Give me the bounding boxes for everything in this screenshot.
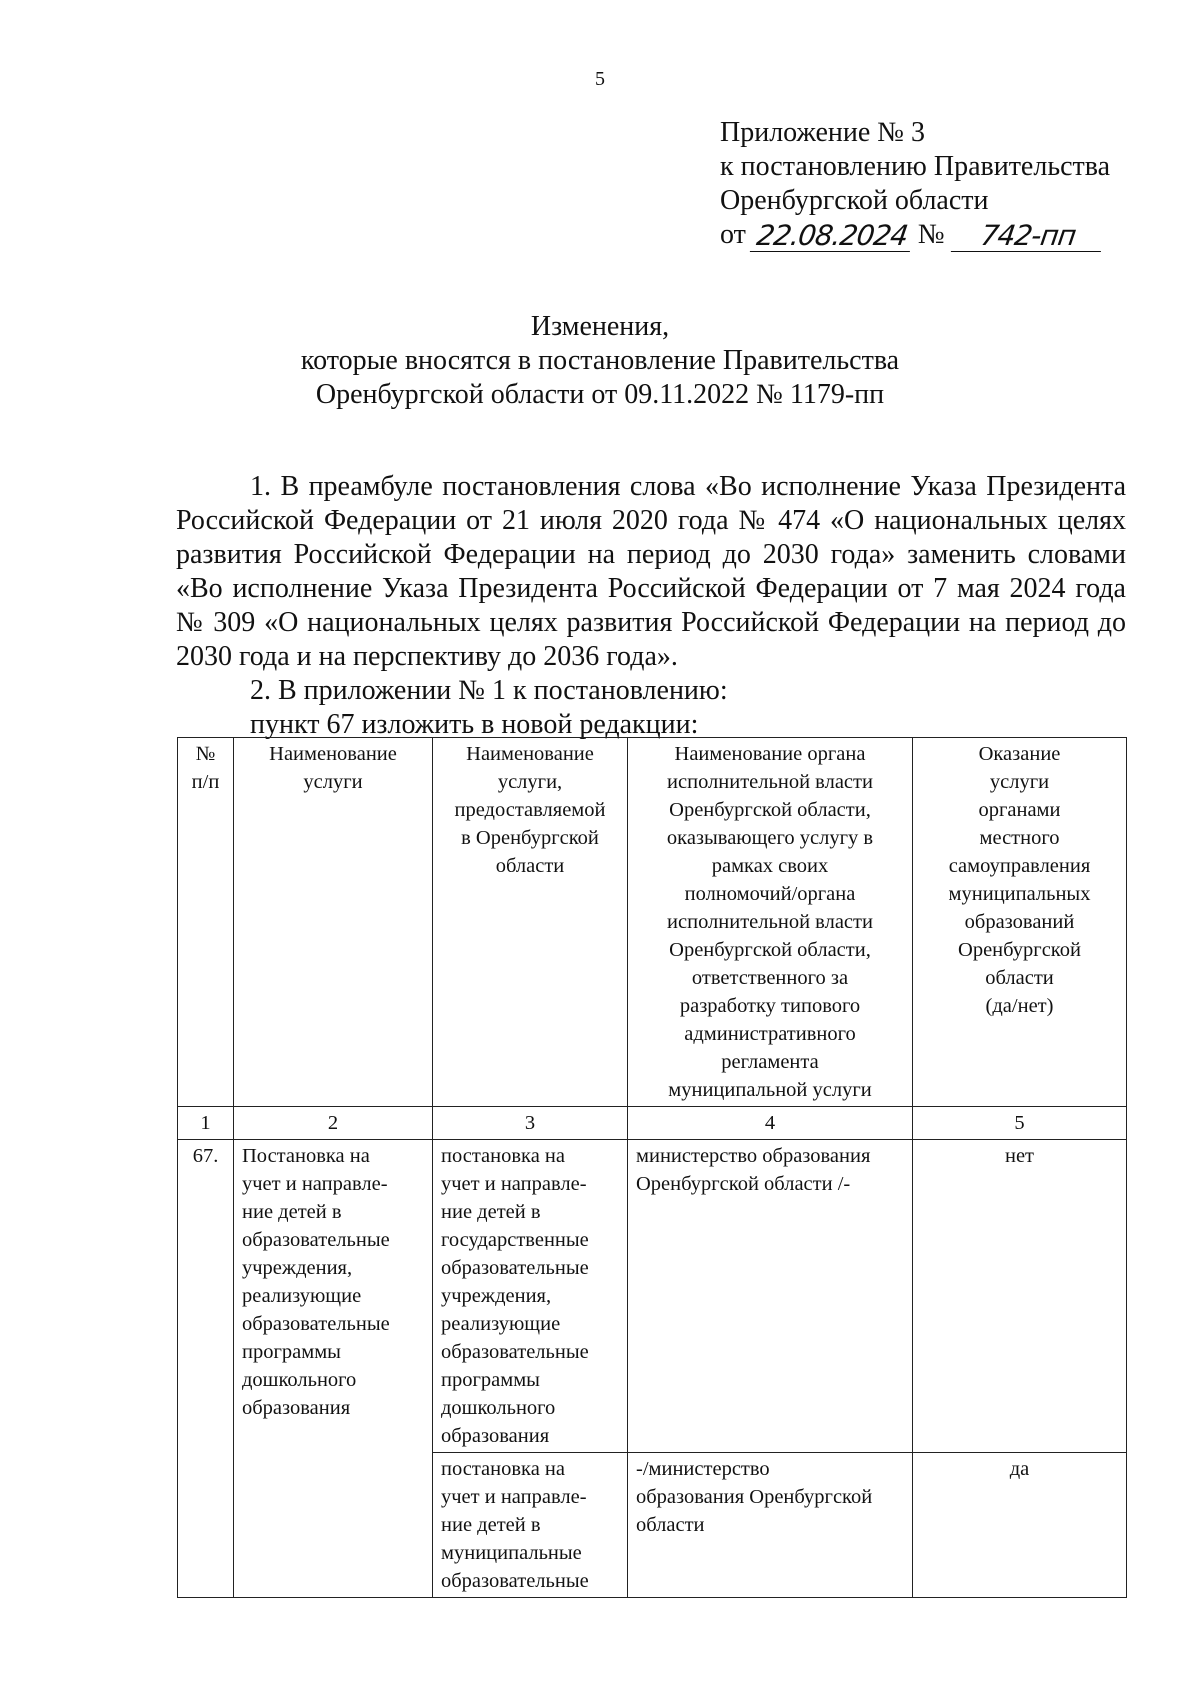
number-prefix: № <box>917 219 945 250</box>
column-number: 1 <box>178 1107 234 1140</box>
municipal-provision: нет <box>913 1140 1127 1453</box>
column-number: 3 <box>433 1107 628 1140</box>
municipal-provision: да <box>913 1453 1127 1598</box>
regional-service: постановка на учет и направле- ние детей в государственные образовательные учреждения, реализующие образовательные программы дошкольного образования <box>433 1140 628 1453</box>
table-header-row <box>178 738 1127 1107</box>
header-cell: Наименование услуги <box>234 738 433 1107</box>
title-line-2: которые вносятся в постановление Правительства <box>300 345 900 376</box>
column-number: 4 <box>628 1107 913 1140</box>
column-number-row <box>178 1107 1127 1140</box>
appendix-line-3: Оренбургской области <box>720 185 989 216</box>
date-value: 22.08.2024 <box>750 221 914 252</box>
column-number: 5 <box>913 1107 1127 1140</box>
date-prefix: от <box>720 219 746 250</box>
title-line-1: Изменения, <box>530 311 670 342</box>
header-cell: Наименование услуги, предоставляемой в Оренбургской области <box>433 738 628 1107</box>
appendix-block <box>720 116 1160 252</box>
row-number: 67. <box>178 1140 234 1598</box>
header-cell: № п/п <box>178 738 234 1107</box>
appendix-date-line <box>720 218 1160 252</box>
document-title <box>0 310 1200 412</box>
page-number: 5 <box>595 68 605 90</box>
authority: -/министерство образования Оренбургской области <box>628 1453 913 1598</box>
paragraph-1: 1. В преамбуле постановления слова «Во исполнение Указа Президента Российской Федерации от 21 июля 2020 года № 474 «О национальных целях развития Российской Федерации на период до 2030 года» заменить словами «Во исполнение Указа Президента Российской Федерации от 7 мая 2024 года № 309 «О национальных целях развития Российской Федерации на период до 2030 года и на перспективу до 2036 года». <box>176 471 1126 672</box>
table-row <box>178 1140 1127 1453</box>
number-value: 742-пп <box>950 221 1104 252</box>
body-text <box>176 470 1126 742</box>
appendix-line-2: к постановлению Правительства <box>720 151 1111 182</box>
regional-service: постановка на учет и направле- ние детей в муниципальные образовательные <box>433 1453 628 1598</box>
service-name: Постановка на учет и направле- ние детей в образовательные учреждения, реализующие образовательные программы дошкольного образования <box>234 1140 433 1598</box>
title-line-3: Оренбургской области от 09.11.2022 № 1179-пп <box>315 379 885 410</box>
column-number: 2 <box>234 1107 433 1140</box>
header-cell: Оказание услуги органами местного самоуправления муниципальных образований Оренбургской области (да/нет) <box>913 738 1127 1107</box>
authority: министерство образования Оренбургской области /- <box>628 1140 913 1453</box>
services-table <box>177 737 1127 1598</box>
header-cell: Наименование органа исполнительной власти Оренбургской области, оказывающего услугу в рамках своих полномочий/органа исполнительной власти Оренбургской области, ответственного за разработку типового административного регламента муниципальной услуги <box>628 738 913 1107</box>
appendix-line-1: Приложение № 3 <box>720 117 925 148</box>
paragraph-2: 2. В приложении № 1 к постановлению: <box>250 675 728 706</box>
paragraph-3: пункт 67 изложить в новой редакции: <box>250 709 699 740</box>
